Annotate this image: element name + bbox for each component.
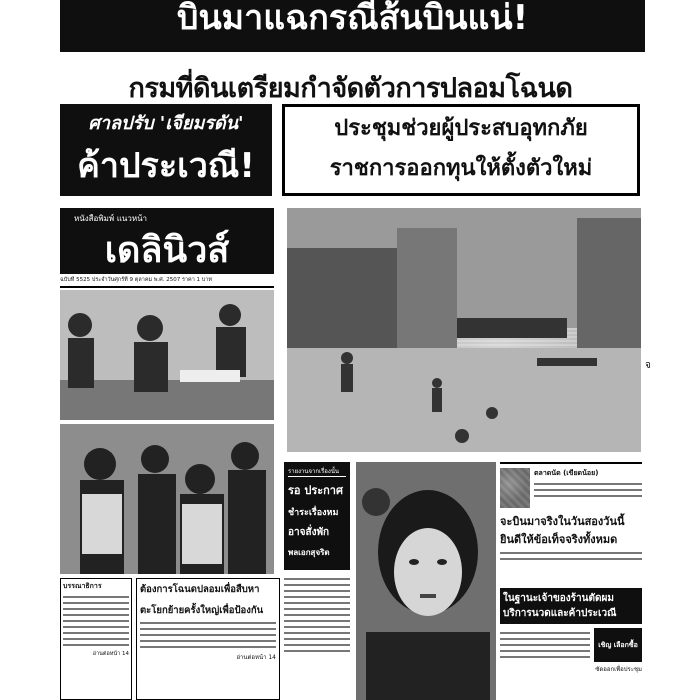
masthead-small: หนังสือพิมพ์ แนวหน้า bbox=[74, 214, 148, 223]
masthead bbox=[60, 208, 274, 274]
masthead-issue-line: ฉบับที่ 5525 ประจำวันศุกร์ที่ 9 ตุลาคม พ.ศ. 2507 ราคา 1 บาท bbox=[60, 276, 274, 288]
right-box-1-thumb bbox=[500, 468, 530, 508]
bottom-center-article bbox=[136, 578, 280, 700]
right-box-2 bbox=[500, 588, 642, 700]
flood-photo-scene bbox=[287, 208, 641, 452]
left-headline-line2: ค้าประเวณี! bbox=[77, 146, 255, 186]
right-box-1-label: ตลาดนัด (เขียดน้อย) bbox=[534, 469, 599, 477]
right-box-1-body bbox=[500, 552, 642, 560]
sidebar-line4: พลเอกสุจริต bbox=[288, 548, 330, 557]
men-photo bbox=[60, 424, 274, 574]
bottom-left-label: บรรณาธิการ bbox=[63, 582, 102, 590]
right-headline-line2: ราชการออกทุนให้ตั้งตัวใหม่ bbox=[329, 155, 593, 181]
bottom-left-body bbox=[63, 596, 129, 646]
office-photo bbox=[60, 290, 274, 420]
woman-portrait bbox=[356, 462, 496, 700]
bottom-left-column bbox=[60, 578, 132, 700]
men-photo-scene bbox=[60, 424, 274, 574]
bottom-center-headline2: ตะโยกย้ายครั้งใหญ่เพื่อป้องกัน bbox=[140, 605, 264, 616]
woman-portrait-scene bbox=[356, 462, 496, 700]
left-headline-box bbox=[60, 104, 272, 196]
right-box-2-small-box bbox=[594, 628, 642, 662]
bottom-center-page-ref: อ่านต่อหน้า 14 bbox=[236, 654, 276, 661]
sidebar-body-text bbox=[284, 574, 350, 700]
right-box-2-header bbox=[500, 588, 642, 624]
right-box-2-body bbox=[500, 628, 590, 662]
sidebar-line3: อาจสั่งพัก bbox=[288, 527, 330, 538]
bottom-center-body bbox=[140, 622, 276, 648]
bottom-left-page-ref: อ่านต่อหน้า 14 bbox=[92, 651, 129, 657]
left-headline-line1: ศาลปรับ 'เจียมรดัน' bbox=[88, 112, 244, 134]
right-box-2-footer: ซัดออกเพื่อประชุม bbox=[595, 666, 642, 673]
right-box-1 bbox=[500, 462, 642, 586]
main-headline bbox=[58, 68, 643, 106]
right-headline-box bbox=[282, 104, 640, 196]
right-edge-mark: จ bbox=[645, 360, 651, 371]
sidebar-kicker: รายงานจากเรื่องนั้น bbox=[288, 466, 346, 477]
right-box-2-headline2: บริการนวดและค้าประเวณี bbox=[503, 608, 617, 619]
masthead-name: เดลินิวส์ bbox=[104, 229, 230, 271]
right-box-1-headline2: ยินดีให้ข้อเท็จจริงทั้งหมด bbox=[500, 533, 618, 546]
right-box-1-lines bbox=[534, 483, 642, 497]
office-photo-scene bbox=[60, 290, 274, 420]
top-banner-text: บินมาแฉกรณีส้นบินแน่! bbox=[176, 0, 529, 38]
sidebar-line1: รอ ประกาศ bbox=[288, 484, 343, 497]
bottom-center-headline1: ต้องการโฉนดปลอมเพื่อสืบหา bbox=[140, 584, 260, 595]
right-headline-line1: ประชุมช่วยผู้ประสบอุทกภัย bbox=[334, 115, 588, 141]
right-box-2-headline1: ในฐานะเจ้าของร้านตัดผม bbox=[503, 593, 614, 604]
right-box-1-headline1: จะบินมาจริงในวันสองวันนี้ bbox=[500, 515, 625, 528]
main-headline-text: กรมที่ดินเตรียมกำจัดตัวการปลอมโฉนด bbox=[128, 72, 573, 104]
sidebar-line2: ชำระเรื่องหม bbox=[288, 508, 339, 518]
right-box-2-small-box-text: เชิญ เลือกซื้อ bbox=[598, 640, 638, 649]
top-banner bbox=[60, 0, 645, 52]
sidebar-box bbox=[284, 462, 350, 570]
flood-photo bbox=[287, 208, 641, 452]
